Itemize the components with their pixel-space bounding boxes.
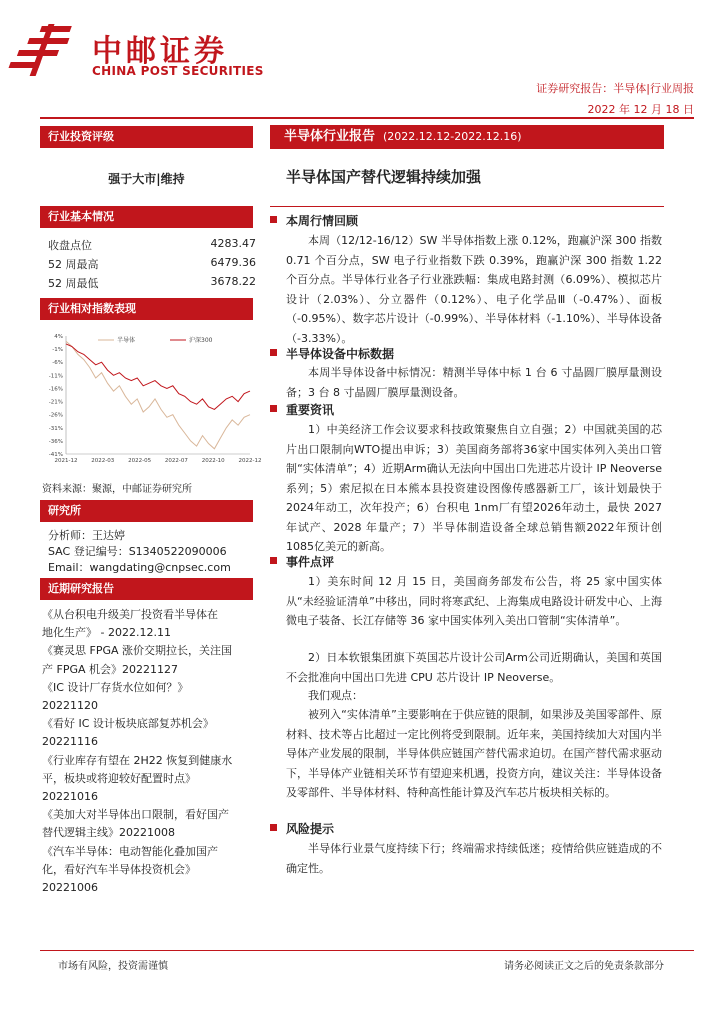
- section-weekly-review: 本周行情回顾: [286, 214, 359, 228]
- basic-label: 52 周最低: [48, 277, 99, 290]
- x-tick-label: 2022-05: [128, 458, 152, 464]
- x-tick-label: 2022-12: [238, 458, 262, 464]
- x-tick-label: 2021-12: [54, 458, 78, 464]
- brand-name-en: CHINA POST SECURITIES: [92, 64, 264, 78]
- recent-line[interactable]: 《赛灵思 FPGA 涨价交期拉长，关注国: [42, 644, 233, 658]
- x-tick-label: 2022-03: [91, 458, 115, 464]
- legend-label: 半导体: [117, 337, 136, 344]
- analyst-email: Email：wangdating@cnpsec.com: [48, 561, 231, 574]
- recent-reports: [42, 606, 254, 897]
- footer-divider: [40, 950, 694, 951]
- risk-text: 半导体行业景气度持续下行；终端需求持续低迷；疫情给供应链造成的不确定性。: [286, 842, 662, 875]
- y-tick-label: -31%: [48, 425, 63, 432]
- recent-line[interactable]: 平，板块或将迎较好配置时点》: [42, 771, 196, 785]
- recent-line[interactable]: 20221120: [42, 699, 98, 713]
- recent-line[interactable]: 《从台积电升级美厂投资看半导体在: [42, 608, 218, 621]
- y-tick-label: -11%: [48, 373, 63, 380]
- recent-line[interactable]: 20221116: [42, 735, 98, 749]
- y-tick-label: -1%: [52, 347, 63, 354]
- header-divider: [40, 117, 694, 119]
- basic-info-header: 行业基本情况: [40, 206, 253, 228]
- series-line: [66, 341, 250, 449]
- report-date: 2022 年 12 月 18 日: [587, 103, 694, 116]
- section-news: 重要资讯: [286, 403, 335, 417]
- recent-line[interactable]: 《美加大对半导体出口限制，看好国产: [42, 808, 229, 822]
- analyst-name: 分析师：王达婷: [48, 529, 125, 542]
- researcher-header: 研究所: [40, 500, 253, 522]
- news-text: 1）中美经济工作会议要求科技政策聚焦自立自强；2）中国就美国的芯片出口限制向WTO提出申诉；3）美国商务部将36家中国实体列入美出口管制“实体清单”；4）近期Arm确认无法向中国出口先进芯片设计 IP Neoverse系列；5）索尼拟在日本熊本县投资建设图像传感器新工厂，该计划最快于2024年动工，次年投产；6）台积电 1nm厂有望2026年动土，最快 2027 年试产、2028 年量产；7）半导体制造设备全球总销售额2022年预计创1085亿美元的新高。: [286, 423, 662, 553]
- section-event-comment: 事件点评: [286, 555, 335, 569]
- recent-line[interactable]: 地化生产》 - 2022.12.11: [42, 626, 171, 640]
- report-category: 半导体行业报告: [284, 129, 376, 144]
- report-period: (2022.12.12-2022.12.16): [383, 130, 522, 143]
- weekly-review-text: 本周（12/12-16/12）SW 半导体指数上涨 0.12%，跑赢沪深 300 指数 0.71 个百分点，SW 电子行业指数下跌 0.39%，跑赢沪深 300 指数 1.22 个百分点。半导体行业各子行业涨跌幅：集成电路封测（6.09%）、模拟芯片设计（2.03%）、分立器件（0.12%）、电子化学品Ⅲ（-0.47%）、面板（-0.95%）、数字芯片设计（-0.99%）、半导体材料（-1.10%）、半导体设备（-3.33%）。: [286, 234, 662, 345]
- event-para-2: 2）日本软银集团旗下英国芯片设计公司Arm公司近期确认，美国和英国不会批准向中国出口先进 CPU 芯片设计 IP Neoverse。: [286, 651, 662, 684]
- recent-line[interactable]: 《汽车半导体：电动智能化叠加国产: [42, 844, 218, 858]
- relative-index-chart: [40, 328, 262, 468]
- x-tick-label: 2022-10: [201, 458, 225, 464]
- perf-header: 行业相对指数表现: [40, 298, 253, 320]
- basic-label: 收盘点位: [48, 239, 92, 252]
- recent-line[interactable]: 《IC 设计厂存货水位如何？》: [42, 680, 189, 694]
- brand-name-cn: 中邮证券: [92, 34, 228, 69]
- company-logo: [22, 20, 84, 82]
- basic-value: 3678.22: [210, 275, 256, 288]
- event-para-4: 被列入“实体清单”主要影响在于供应链的限制，如果涉及美国零部件、原材料、技术等占比超过一定比例将受到限制。近年来，美国持续加大对国内半导体产业发展的限制，半导体供应链国产替代需求迫切。在国产替代需求驱动下，半导体产业链相关环节有望迎来机遇，投资方向，建议关注：半导体设备及零部件、半导体材料、特种高性能计算及汽车芯片板块相关标的。: [286, 708, 662, 799]
- footer-risk-note: 市场有风险，投资需谨慎: [58, 961, 168, 972]
- y-tick-label: -6%: [52, 360, 63, 367]
- y-tick-label: -26%: [48, 412, 63, 419]
- report-title-bar: [270, 125, 664, 149]
- recent-line[interactable]: 化，看好汽车半导体投资机会》: [42, 862, 196, 876]
- recent-line[interactable]: 《行业库存有望在 2H22 恢复到健康水: [42, 753, 233, 767]
- analyst-sac: SAC 登记编号：S1340522090006: [48, 545, 227, 558]
- headline-divider: [270, 206, 664, 207]
- y-tick-label: 4%: [54, 334, 63, 340]
- basic-row: [48, 275, 256, 291]
- recent-header: 近期研究报告: [40, 578, 253, 600]
- x-tick-label: 2022-07: [164, 458, 188, 464]
- report-type: 证券研究报告：半导体|行业周报: [536, 82, 694, 95]
- recent-line[interactable]: 20221006: [42, 881, 98, 895]
- basic-row: [48, 256, 256, 272]
- chart-svg: [40, 328, 262, 468]
- basic-value: 4283.47: [210, 237, 256, 250]
- chart-source: 资料来源：聚源，中邮证券研究所: [42, 484, 192, 495]
- y-tick-label: -21%: [48, 399, 63, 406]
- rating-header: 行业投资评级: [40, 126, 253, 148]
- rating-value: 强于大市|维持: [108, 172, 185, 186]
- recent-line[interactable]: 替代逻辑主线》20221008: [42, 826, 175, 840]
- y-tick-label: -36%: [48, 438, 63, 445]
- event-para-1: 1）美东时间 12 月 15 日，美国商务部发布公告，将 25 家中国实体从“未经验证清单”中移出，同时将寒武纪、上海集成电路设计研发中心、上海微电子装备、长江存储等 36 家中国实体列入美出口管制“实体清单”。: [286, 575, 662, 627]
- section-risk: 风险提示: [286, 822, 335, 836]
- y-tick-label: -41%: [48, 452, 63, 458]
- legend-label: 沪深300: [189, 337, 213, 344]
- recent-line[interactable]: 20221016: [42, 790, 98, 804]
- basic-row: [48, 237, 256, 253]
- y-tick-label: -16%: [48, 386, 63, 393]
- equipment-bids-text: 本周半导体设备中标情况：精测半导体中标 1 台 6 寸晶圆厂膜厚量测设备；3 台 8 寸晶圆厂膜厚量测设备。: [286, 366, 662, 399]
- basic-value: 6479.36: [210, 256, 256, 269]
- footer-disclaimer: 请务必阅读正文之后的免责条款部分: [504, 961, 664, 972]
- event-para-3: 我们观点：: [308, 689, 363, 702]
- recent-line[interactable]: 产 FPGA 机会》20221127: [42, 662, 178, 676]
- basic-label: 52 周最高: [48, 258, 99, 271]
- section-equipment-bids: 半导体设备中标数据: [286, 347, 395, 361]
- recent-line[interactable]: 《看好 IC 设计板块底部复苏机会》: [42, 717, 214, 731]
- series-line: [66, 344, 250, 410]
- report-headline: 半导体国产替代逻辑持续加强: [286, 168, 482, 186]
